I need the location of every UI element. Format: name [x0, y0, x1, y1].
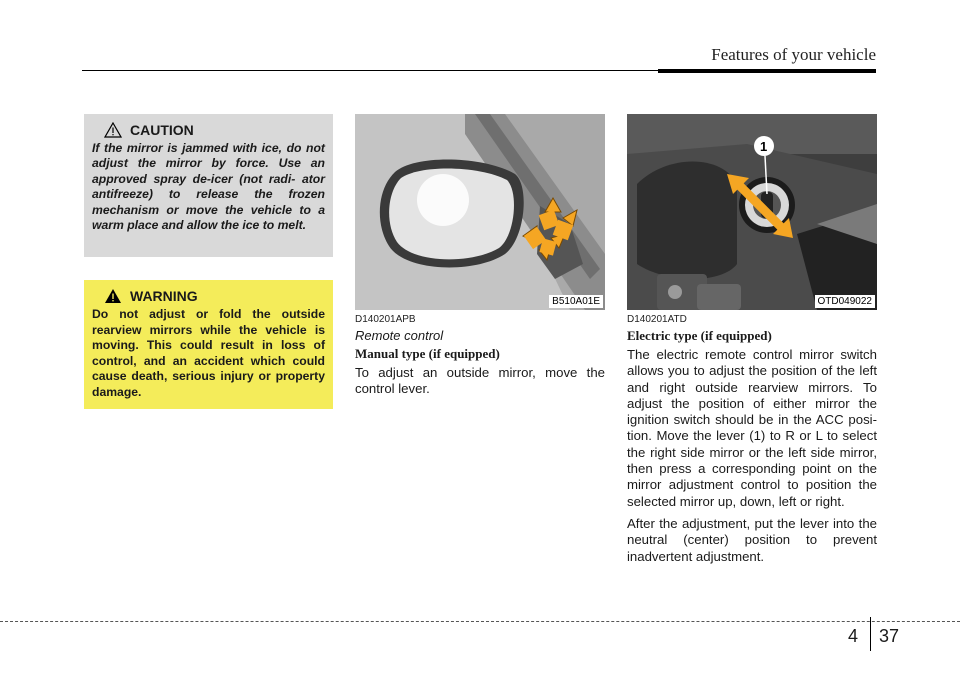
body-line: left and right outside rearview mirrors. To [627, 363, 877, 395]
warning-line: or property damage. [92, 369, 326, 399]
section-subheading: Manual type (if equipped) [355, 346, 500, 361]
electric-switch-illustration [627, 114, 877, 310]
caution-line: vehicle to a warm place and allow [92, 202, 325, 233]
manual-section [355, 314, 605, 404]
body-paragraph [627, 516, 877, 565]
page-header-title: Features of your vehicle [711, 45, 876, 64]
body-line: To adjust an outside mirror, move the [355, 365, 605, 380]
body-line: adjust the position of either mirror the [627, 395, 877, 411]
body-line: selected mirror up, down, left or right. [627, 493, 845, 509]
footer-separator [870, 617, 871, 651]
warning-line: is moving. This could result in loss [92, 322, 325, 353]
caution-box [84, 114, 333, 257]
warning-text [92, 307, 325, 401]
warning-line: Do not adjust or fold the outside [92, 307, 325, 321]
warning-line: of control, and an accident which [92, 338, 326, 368]
caution-line: If the mirror is jammed with ice, do [92, 141, 302, 155]
electric-section [627, 314, 877, 571]
body-paragraph [627, 347, 877, 510]
callout-number: 1 [760, 139, 768, 154]
caution-line: ator antifreeze) to release the [92, 171, 325, 202]
body-line: The electric remote control mirror switch [627, 347, 877, 362]
caution-title: CAUTION [130, 122, 194, 138]
image-code-label: B510A01E [549, 295, 603, 308]
body-line: After the adjustment, put the lever into [627, 515, 855, 531]
warning-triangle-icon [104, 288, 122, 304]
footer-rule [0, 621, 960, 622]
ref-code: D140201APB [355, 314, 416, 325]
warning-box [84, 280, 333, 409]
chapter-number: 4 [848, 626, 859, 646]
warning-title: WARNING [130, 288, 198, 304]
manual-mirror-illustration [355, 114, 605, 310]
body-paragraph [355, 365, 605, 398]
body-line: the right side mirror or the left side mirror, [627, 444, 877, 460]
body-line: inadvertent adjustment. [627, 548, 765, 564]
image-code-label: OTD049022 [815, 295, 875, 308]
body-line: ignition switch should be in the ACC posi- [627, 412, 877, 428]
body-line: allows you to adjust the position of the [627, 363, 855, 379]
caution-triangle-icon [104, 122, 122, 138]
caution-line: not adjust the mirror by force. Use [92, 141, 325, 171]
body-line: tion. Move the lever (1) to R or L to select [627, 428, 877, 444]
warning-line: could cause death, serious injury [92, 353, 325, 384]
section-subheading: Electric type (if equipped) [627, 328, 772, 343]
caution-text [92, 141, 325, 233]
section-heading: Remote control [355, 328, 444, 343]
body-line: then press a corresponding point on the [627, 461, 877, 477]
ref-code: D140201ATD [627, 314, 687, 325]
body-line: control lever. [355, 381, 430, 397]
caution-line: an approved spray de-icer (not radi- [92, 156, 325, 186]
warning-line: rearview mirrors while the vehicle [92, 322, 307, 337]
caution-line: the ice to melt. [220, 218, 307, 233]
header-rule-accent [658, 69, 876, 73]
caution-line: frozen mechanism or move the [92, 187, 325, 217]
body-line: mirror adjustment control to position the [627, 477, 877, 493]
page-number: 37 [879, 626, 900, 646]
body-line: the neutral (center) position to prevent [627, 515, 877, 548]
